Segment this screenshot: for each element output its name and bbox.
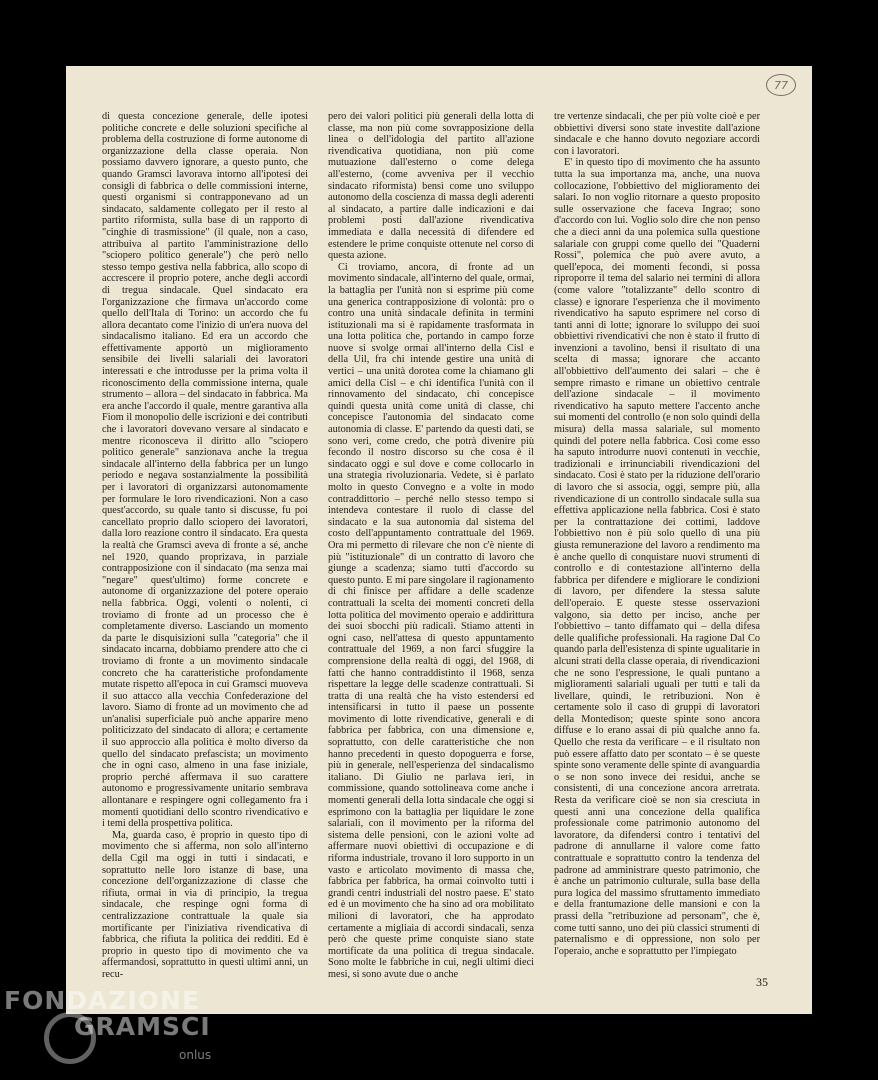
watermark-line-1: FONDAZIONE — [4, 986, 201, 1015]
archive-stamp: 77 — [766, 74, 796, 96]
archive-watermark — [4, 986, 244, 1076]
paragraph: tre vertenze sindacali, che per più volte cioè e per obbiettivi diversi sono state investite dall'azione sindacale e che hanno dovuto negoziare accordi con i lavoratori. — [554, 111, 760, 157]
paragraph: E' in questo tipo di movimento che ha assunto tutta la sua importanza ma, anche, una nuova collocazione, l'obbiettivo del miglioramento dei salari. Io non voglio ritornare a questo proposito sulle osservazione che faceva Ingrao; sono d'accordo con lui. Voglio solo dire che non penso che a dieci anni da una polemica sulla questione salariale con gruppi come quello dei "Quaderni Rossi", polemica che può avere avuto, a quell'epoca, dei momenti fecondi, si possa riproporre il tema del salario nei termini di allora (come valore "totalizzante" dello scontro di classe) e ignorare l'esperienza che il movimento rivendicativo ha saputo esprimere nel corso di tanti anni di lotte; ignorare lo sviluppo dei suoi obbiettivi rivendicativi che non è stato il frutto di invenzioni a tavolino, bensì il risultato di una scelta di massa; ignorare che accanto all'obbiettivo dell'aumento dei salari – che è sempre rimasto e rimane un obiettivo centrale dell'azione sindacale – il movimento rivendicativo ha saputo mettere l'accento anche sui momenti del controllo (e non solo quindi della misura) della massa salariale, sul momento quindi del potere nella fabbrica. Così come esso ha saputo introdurre nuovi contenuti in vecchie, tradizionali e irrinunciabili rivendicazioni del sindacato. Così è stato per la riduzione dell'orario di lavoro che si associa, oggi, sempre più, alla rivendicazione di un controllo sindacale sulla sua effettiva applicazione nella fabbrica. Così è stato per la contrattazione dei cottimi, laddove l'obbiettivo non è più solo quello di una più giusta remunerazione del lavoro a rendimento ma è anche quello di conquistare nuovi strumenti di controllo e di contestazione all'interno della fabbrica per difendere e migliorare le condizioni di lavoro, per difendere la stessa salute dell'operaio. E queste stesse osservazioni valgono, sia detto per inciso, anche per l'obbiettivo – tanto diffamato qui – della difesa delle qualifiche professionali. Ha ragione Dal Co quando parla dell'esistenza di spinte ugualitarie in alcuni strati della classe operaia, di rivendicazioni che ne sono l'espressione, le quali puntano a miglioramenti salariali uguali per tutti e tali da livellare, quindi, le retribuzioni. Non è certamente solo il caso di gruppi di lavoratori della Montedison; queste spinte sono ancora diffuse e lo erano assai di più qualche anno fa. Quello che resta da verificare – e il risultato non può essere affatto dato per scontato – è se queste spinte sono veramente delle spinte di avanguardia o se non sono invece dei residui, anche se consistenti, di una concezione ancora arretrata. Resta da verificare cioè se non sia cresciuta in questi anni una concezione della qualifica professionale come patrimonio autonomo del lavoratore, da difendersi contro i tentativi del padrone di annullarne il valore come fatto contrattuale e soprattutto contro la tendenza del padrone ad amministrare questo patrimonio, che è anche un patrimonio culturale, sulla base della pura logica del massimo sfruttamento immediato e della frantumazione delle mansioni e con la prassi della "retribuzione ad personam", che è, come tutti sanno, uno dei più classici strumenti di paternalismo e di oppressione, non solo per l'operaio, anche e soprattutto per l'impiegato — [554, 157, 760, 957]
page-number: 35 — [756, 975, 768, 989]
watermark-line-2: GRAMSCI — [74, 1012, 211, 1041]
paragraph: pero dei valori politici più generali della lotta di classe, ma non più come sovrapposizione della linea o dell'idologia del partito all'azione rivendicativa quotidiana, non più come mutuazione dall'esterno o come delega all'esterno, (come avveniva per il vecchio sindacato riformista) bensì come uno sviluppo autonomo della coscienza di massa degli aderenti al sindacato, a partire dalle indicazioni e dai problemi posti dall'azione rivendicativa immediata e dalla necessità di difendere ed estendere le prime conquiste ottenute nel corso di questa azione. — [328, 111, 534, 262]
document-page — [66, 66, 812, 1014]
paragraph: Ci troviamo, ancora, di fronte ad un movimento sindacale, all'interno del quale, ormai, la battaglia per l'unità non si esprime più come una generica contrapposizione di volontà: pro o contro una unità sindacale definita in termini istituzionali ma si è rapidamente trasformata in una lotta politica che, portando in campo forze nuove si svolge ormai all'interno della Cisl e della Uil, fra chi intende gestire una unità di vertici – una unità dorotea come la chiamano gli amici della Cisl – e chi identifica l'unità con il rinnovamento del sindacato, chi concepisce quindi questa unità come unità di classe, chi concepisce l'autonomia del sindacato come autonomia di classe. E' partendo da questi dati, se sono veri, come credo, che potrà divenire più fecondo il nostro discorso su che cosa è il sindacato oggi e sul dove e come collocarlo in una strategia rivoluzionaria. Vedete, si è parlato molto in questo Convegno e a volte in modo contraddittorio – perché nello stesso tempo si intendeva contestare il ruolo di classe del sindacato e la sua autonomia dal sistema del costo dell'appuntamento contrattuale del 1969. Ora mi permetto di rilevare che non c'è niente di più "istituzionale" di un contratto di lavoro che giunge a scadenza; siamo tutti d'accordo su questo punto. E mi pare singolare il ragionamento di chi finisce per affidare a delle scadenze contrattuali la scelta dei momenti concreti della lotta politica del movimento operaio e addirittura dei suoi sbocchi più radicali. Stiamo attenti in ogni caso, nell'attesa di questo appuntamento contrattuale del 1969, a non farci sfuggire la comprensione della realtà di oggi, del 1968, di fatti che hanno contraddistinto il 1968, senza rispettare la legge delle scadenze contrattuali. Si tratta di una realtà che ha visto estendersi ed intensificarsi in tutto il paese un possente movimento di lotte rivendicative, generali e di fabbrica per fabbrica, con una dimensione e, soprattutto, con delle caratteristiche che non hanno precedenti in questo dopoguerra e forse, più in generale, nell'esperienza del sindacalismo italiano. Di Giulio ne parlava ieri, in commissione, quando sottolineava come anche i momenti generali della lotta sindacale che oggi si esprimono con la battaglia per liquidare le zone salariali, con il movimento per la riforma del sistema delle pensioni, con le azioni volte ad affermare nuovi obiettivi di occupazione e di riforma industriale, trovano il loro supporto in un vasto e articolato movimento di massa che, fabbrica per fabbrica, ha ormai coinvolto tutti i grandi centri industriali del nostro paese. E' stato ed è un movimento che ha sino ad ora mobilitato milioni di lavoratori, che ha approdato certamente a migliaia di accordi sindacali, senza però che queste prime conquiste siano state mortificate da una politica di tregua sindacale. Sono molte le fabbriche in cui, negli ultimi dieci mesi, si sono avute due o anche — [328, 261, 535, 980]
text-column-2 — [328, 111, 535, 980]
paragraph: di questa concezione generale, delle ipotesi politiche concrete e delle soluzioni specifiche al problema della costruzione di forme autonome di organizzazione della classe operaia. Non possiamo davvero ignorare, a questo punto, che quando Gramsci lavorava intorno all'ipotesi dei consigli di fabbrica o delle commissioni interne, questi organismi si contrapponevano ad un sindacato, saldamente collegato per il resto al partito riformista, sulla base di un rapporto di "cinghie di trasmissione" (il quale, non a caso, attribuiva al partito l'amministrazione dello "sciopero politico generale") che però nello stesso tempo gestiva nella fabbrica, allo scopo di accrescere il proprio potere, anche degli accordi di tregua sindacale. Quel sindacato era l'organizzazione che firmava un'accordo come quello dell'Itala di Torino: un accordo che fu allora decantato come l'inizio di un'era nuova del sindacalismo italiano. Ed era un accordo che effettivamente apportò un miglioramento sensibile dei livelli salariali dei lavoratori interessati e che introdusse per la prima volta il riconoscimento della commissione interna, quale strumento – allora – del sindacato in fabbrica. Ma era anche l'accordo il quale, mentre garantiva alla Fiom il monopolio delle iscrizioni e dei contributi che i lavoratori dovevano versare al sindacato e mentre riconosceva il diritto allo "sciopero politico generale" sanzionava anche la tregua sindacale all'interno della fabbrica per un lungo periodo e negava sostanzialmente la possibilità per i lavoratori di organizzarsi autonomamente per formulare le loro rivendicazioni. Non a caso quest'accordo, su quale tanto si discusse, fu poi cancellato proprio dallo sciopero dei lavoratori, dalla loro reazione contro il sindacato. Era questa la realtà che Gramsci aveva di fronte a sé, anche nel 1920, quando proprizava, in parziale contrapposizione con il sindacato (ma senza mai "negare" quest'ultimo) forme concrete e autonome di organizzazione del potere operaio nella fabbrica. Oggi, volenti o nolenti, ci troviamo di fronte ad un processo che è completamente diverso. Lasciando un momento da parte le disquisizioni sulla "categoria" che il sindacato incarna, dobbiamo prendere atto che ci troviamo di fronte a un movimento sindacale concreto che ha caratteristiche profondamente mutate rispetto all'epoca in cui Gramsci muoveva il suo attacco alla vecchia Confederazione del lavoro. Siamo di fronte ad un movimento che ad un'analisi superficiale può anche apparire meno politicizzato del sindacato di allora; e certamente il suo approccio alla politica è molto diverso da quello del sindacato prefascista; un movimento che in ogni caso, almeno in una fase iniziale, proprio perché affermava il suo carattere autonomo e progressivamente unitario sembrava allontanare e respingere ogni collegamento fra i momenti quotidiani dello scontro rivendicativo e i temi della prospettiva politica. — [102, 111, 308, 830]
text-column-1 — [102, 111, 308, 980]
paragraph: Ma, guarda caso, è proprio in questo tipo di movimento che si afferma, non solo all'interno della Cgil ma oggi in tutti i sindacati, e soprattutto nelle loro istanze di base, una concezione dell'organizzazione di classe che rifiuta, ormai in via di principio, la tregua sindacale, che respinge ogni forma di centralizzazione contrattuale la quale sia mortificante per l'iniziativa rivendicativa di fabbrica, che rifiuta la politica dei redditi. Ed è proprio in questo tipo di movimento che va affermandosi, soprattutto in questi ultimi anni, un recu- — [102, 829, 308, 980]
watermark-line-3: onlus — [179, 1048, 212, 1062]
text-column-3 — [554, 111, 760, 973]
